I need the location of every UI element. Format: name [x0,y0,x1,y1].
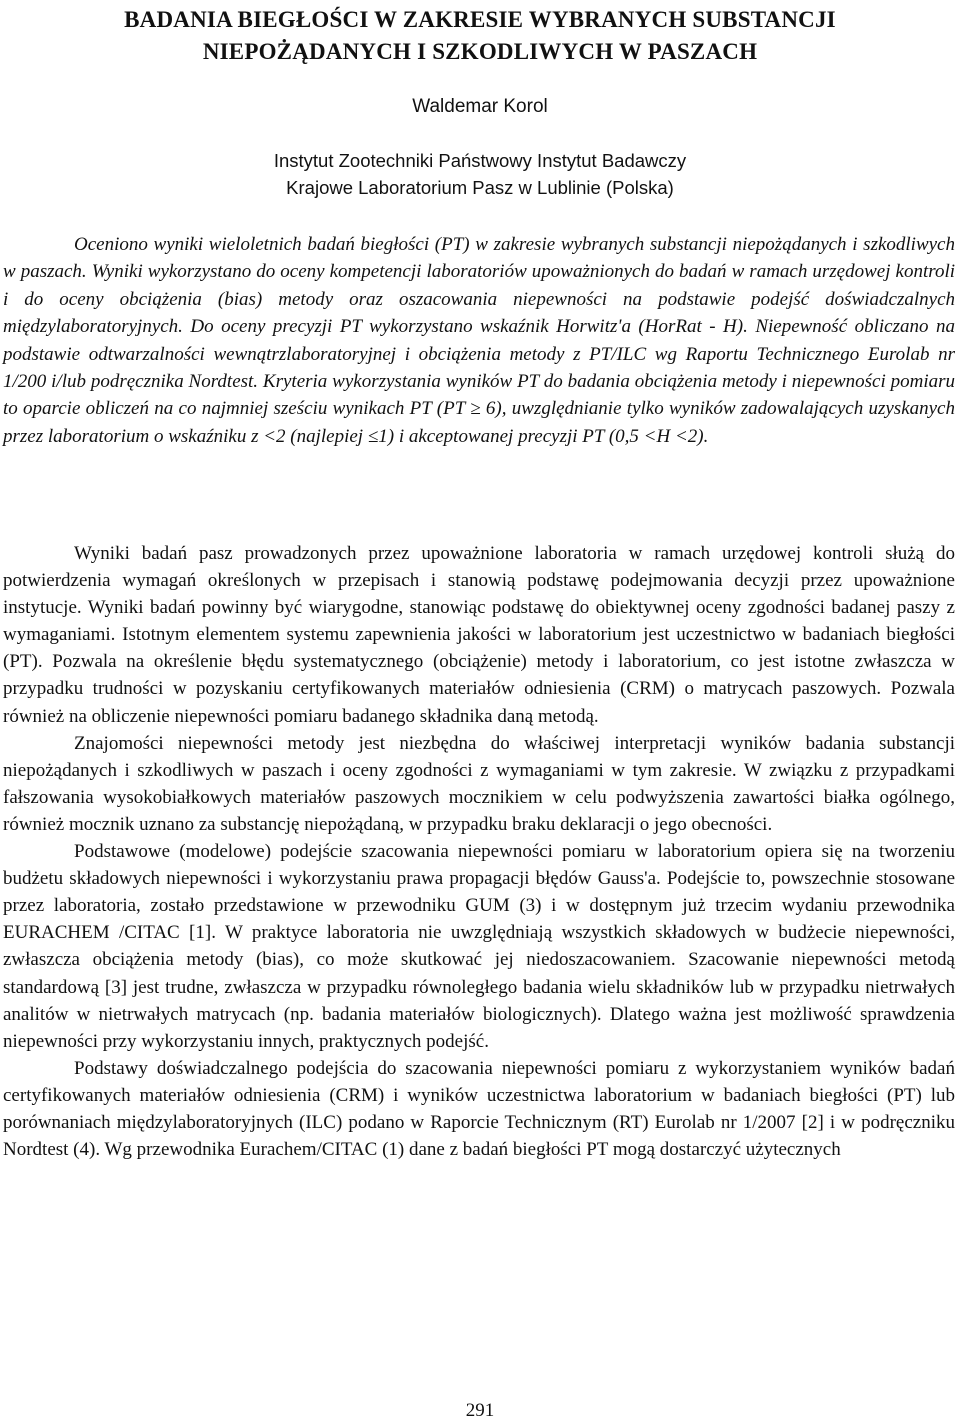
author-name: Waldemar Korol [412,96,548,117]
abstract: Oceniono wyniki wieloletnich badań biegłości (PT) w zakresie wybranych substancji niepożądanych i szkodliwych w paszach. Wyniki wykorzystano do oceny kompetencji laboratoriów upoważnionych do badań w ramach urzędowej kontroli i do oceny obciążenia (bias) metody oraz oszacowania niepewności na podstawie podejść doświadczalnych międzylaboratoryjnych. Do oceny precyzji PT wykorzystano wskaźnik Horwitz'a (HorRat - H). Niepewność obliczano na podstawie odtwarzalności wewnątrzlaboratoryjnej i obciążenia metody z PT/ILC wg Raportu Technicznego Eurolab nr 1/200 i/lub podręcznika Nordtest. Kryteria wykorzystania wyników PT do badania obciążenia metody i niepewności pomiaru to oparcie obliczeń na co najmniej sześciu wynikach PT (PT ≥ 6), uwzględnianie tylko wyników zadowalających uzyskanych przez laboratorium o wskaźniku z <2 (najlepiej ≤1) i akceptowanej precyzji PT (0,5 <H <2). [3,234,955,447]
page-number: 291 [465,1400,495,1421]
author-affiliation [0,147,960,201]
title-line-1: BADANIA BIEGŁOŚCI W ZAKRESIE WYBRANYCH SUBSTANCJI [124,7,836,32]
title-line-2: NIEPOŻĄDANYCH I SZKODLIWYCH W PASZACH [202,39,758,64]
paragraph-4: Podstawy doświadczalnego podejścia do szacowania niepewności pomiaru z wykorzystaniem wyników badań certyfikowanych materiałów odniesienia (CRM) i wyników uczestnictwa laboratorium w badaniach biegłości (PT) lub porównaniach międzylaboratoryjnych (ILC) podano w Raporcie Technicznym (RT) Eurolab nr 1/2007 [2] i w podręczniku Nordtest (4). Wg przewodnika Eurachem/CITAC (1) dane z badań biegłości PT mogą dostarczyć użytecznych [3,1057,955,1161]
paragraph-1: Wyniki badań pasz prowadzonych przez upoważnione laboratoria w ramach urzędowej kontroli służą do potwierdzenia wymagań określonych w przepisach i stanowią podstawę podejmowania decyzji przez upoważnione instytucje. Wyniki badań powinny być wiarygodne, stanowiąc podstawę do obiektywnej oceny zgodności badanej paszy z wymaganiami. Istotnym elementem systemu zapewnienia jakości w laboratorium jest uczestnictwo w badaniach biegłości (PT). Pozwala na określenie błędu systematycznego (obciążenie) metody i laboratorium, co jest istotne zwłaszcza w przypadku trudności w pozyskaniu certyfikowanych materiałów odniesienia (CRM) o matrycach paszowych. Pozwala również na obliczenie niepewności pomiaru badanego składnika daną metodą. [3,543,955,727]
affiliation-line-1: Instytut Zootechniki Państwowy Instytut Badawczy [273,150,687,171]
paragraph-3: Podstawowe (modelowe) podejście szacowania niepewności pomiaru w laboratorium opiera się na tworzeniu budżetu składowych niepewności i wykorzystaniu prawa propagacji błędów Gauss'a. Podejście to, powszechnie stosowane przez laboratoria, zostało przedstawione w przewodniku GUM (3) i w dostępnym już trzecim wydaniu przewodnika EURACHEM /CITAC [1]. W praktyce laboratoria nie uwzględniają wszystkich składowych w budżecie niepewności, zwłaszcza obciążenia metody (bias), co może skutkować jej niedoszacowaniem. Szacowanie niepewności metodą standardową [3] jest trudne, zwłaszcza w przypadku równoległego badania wielu składników lub w przypadku nietrwałych analitów w nietrwałych matrycach (np. badania materiałów biologicznych). Dlatego ważna jest możliwość sprawdzenia niepewności przy wykorzystaniu innych, praktycznych podejść. [3,841,955,1052]
paper-title [0,4,960,68]
body-text [3,540,955,1163]
affiliation-line-2: Krajowe Laboratorium Pasz w Lublinie (Polska) [286,177,674,198]
paragraph-2: Znajomości niepewności metody jest niezbędna do właściwej interpretacji wyników badania substancji niepożądanych i szkodliwych w paszach i oceny zgodności z wymaganiami w tym zakresie. W związku z przypadkami fałszowania wysokobiałkowych materiałów paszowych mocznikiem w celu podwyższenia zawartości białka ogólnego, również mocznik uznano za substancję niepożądaną, w przypadku braku deklaracji o jego obecności. [3,732,955,835]
